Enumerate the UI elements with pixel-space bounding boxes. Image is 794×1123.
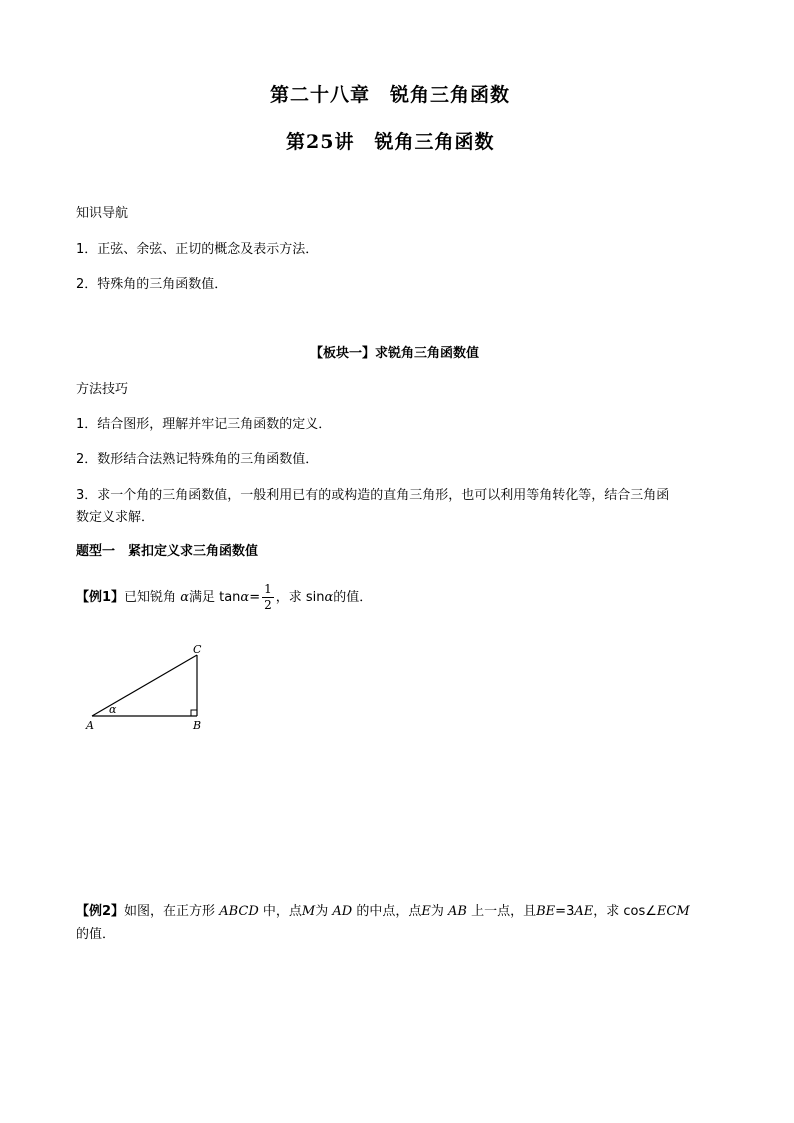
- method-2: 2．数形结合法熟记特殊角的三角函数值．: [76, 452, 319, 467]
- method-3: 3．求一个角的三角函数值，一般利用已有的或构造的直角三角形，也可以利用等角转化等，结合三角函: [76, 488, 670, 503]
- block1-title: 【板块一】求锐角三角函数值: [310, 346, 480, 361]
- method-1: 1．结合图形，理解并牢记三角函数的定义．: [76, 417, 332, 432]
- fraction-one-half: $\frac{1}{2}$: [264, 582, 272, 612]
- right-angle-mark: [191, 710, 197, 716]
- nav-title: 知识导航: [76, 206, 129, 221]
- label-b: B: [193, 719, 202, 732]
- nav-item-1: 1．正弦、余弦、正切的概念及表示方法．: [76, 242, 319, 257]
- alpha-symbol: α: [180, 590, 189, 605]
- example2-text: 【例2】如图，在正方形 ABCD 中，点M为 AD 的中点，点E为 AB 上一点，且BE=3AE，求 cos∠ECM: [76, 904, 690, 919]
- triangle-figure: [80, 640, 220, 740]
- label-c: C: [193, 643, 202, 656]
- methods-title: 方法技巧: [76, 382, 129, 397]
- side-ac: [92, 655, 197, 716]
- lecture-title: 第25讲 锐角三角函数: [286, 131, 495, 153]
- type1-title: 题型一 紧扣定义求三角函数值: [76, 544, 259, 559]
- example1-tag: 【例1】: [76, 590, 125, 605]
- example1-text: 【例1】已知锐角 α满足 tanα= $\frac{1}{2}$ ，求 sinα的值．: [76, 582, 373, 612]
- label-a: A: [86, 719, 94, 732]
- nav-item-2: 2．特殊角的三角函数值．: [76, 277, 228, 292]
- example2-tag: 【例2】: [76, 904, 125, 919]
- chapter-title: 第二十八章 锐角三角函数: [270, 84, 511, 106]
- example2-text-cont: 的值．: [76, 927, 116, 942]
- method-3-cont: 数定义求解．: [76, 510, 155, 525]
- label-alpha: α: [109, 703, 117, 716]
